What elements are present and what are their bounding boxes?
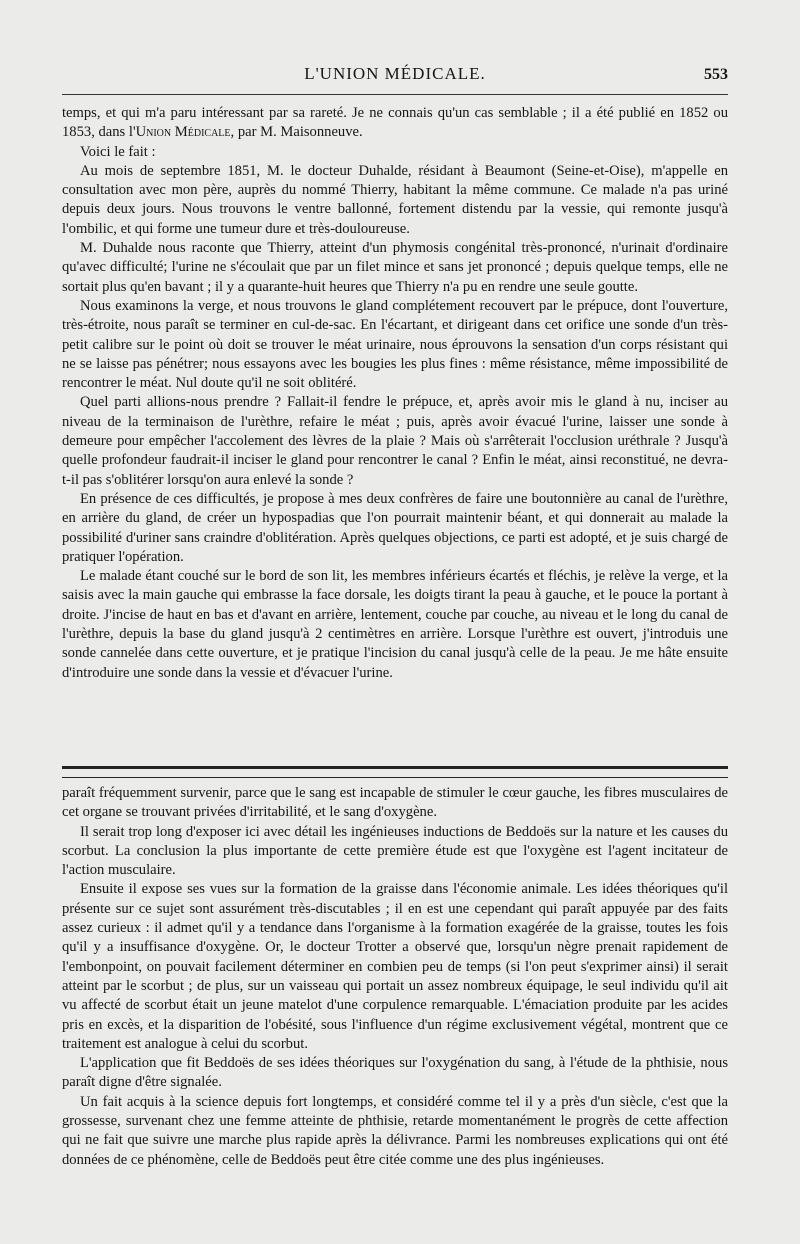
header-rule [62,94,728,95]
article-top-section [62,104,728,683]
paragraph: Ensuite il expose ses vues sur la formation de la graisse dans l'économie animale. Les idées théoriques qu'il présente sur ce sujet sont assurément très-discutables ; il en est une cependant qui paraît appuyée par des faits assez curieux : il admet qu'il y a tendance dans l'organisme à la formation exagérée de la graisse, toutes les fois qu'il y a insuffisance d'oxygène. Or, le docteur Trotter a observé que, lorsqu'un nègre prenait rapidement de l'embonpoint, on pouvait facilement déterminer en combien peu de temps (si l'on peut s'exprimer ainsi) il serait atteint par le scorbut ; de plus, sur un vaisseau qui portait un assez nombreux équipage, le seul individu qu'il ait vu affecté de scorbut était un jeune matelot d'une corpulence remarquable. L'émaciation produite par les acides pris en excès, et la disparition de l'obésité, sous l'influence d'un régime exclusivement végétal, montrent que ce traitement est analogue à celui du scorbut. [62,881,728,1052]
article-bottom-section [62,784,728,1170]
page-number: 553 [704,66,728,83]
paragraph: L'application que fit Beddoës de ses idées théoriques sur l'oxygénation du sang, à l'étude de la phthisie, nous paraît digne d'être signalée. [62,1055,728,1091]
paragraph: Quel parti allions-nous prendre ? Fallait-il fendre le prépuce, et, après avoir mis le gland à nu, inciser au niveau de la terminaison de l'urèthre, refaire le méat ; puis, après avoir évacué l'urine, laisser une sonde à demeure pour empêcher l'accolement des lèvres de la plaie ? Mais où s'arrêterait l'occlusion uréthrale ? Jusqu'à quelle profondeur faudrait-il inciser le gland pour rencontrer le canal ? Enfin le méat, ainsi reconstitué, ne devra-t-il pas s'oblitérer lorsqu'on aura enlevé la sonde ? [62,394,728,488]
paragraph: En présence de ces difficultés, je propose à mes deux confrères de faire une boutonnière au canal de l'urèthre, en arrière du gland, de créer un hypospadias que l'on pourrait maintenir béant, et qui donnerait au malade la possibilité d'uriner sans craindre d'oblitération. Après quelques objections, ce parti est adopté, et je suis chargé de pratiquer l'opération. [62,490,728,565]
paragraph: M. Duhalde nous raconte que Thierry, atteint d'un phymosis congénital très-prononcé, n'urinait d'ordinaire qu'avec difficulté; l'urine ne s'écoulait que par un filet mince et sans jet prononcé ; depuis quelque temps, elle ne sortait plus qu'en bavant ; il y a quarante-huit heures que Thierry n'a pu en rendre une seule goutte. [62,240,728,295]
running-title: L'UNION MÉDICALE. [304,64,486,83]
paragraph: Au mois de septembre 1851, M. le docteur Duhalde, résidant à Beaumont (Seine-et-Oise), m'appelle en consultation avec mon père, auprès du nommé Thierry, habitant la même commune. Ce malade n'a pas uriné depuis deux jours. Nous trouvons le ventre ballonné, fortement distendu par la vessie, qui remonte jusqu'à l'ombilic, et qui forme une tumeur dure et très-douloureuse. [62,162,728,237]
journal-name: Union Médicale [135,124,231,141]
paragraph: Le malade étant couché sur le bord de son lit, les membres inférieurs écartés et fléchis, je relève la verge, et la saisis avec la main gauche qui embrasse la face dorsale, les doigts tirant la peau à gauche, et le pouce la portant à droite. J'incise de haut en bas et d'avant en arrière, lentement, couche par couche, au niveau et le long du canal de l'urèthre, depuis la base du gland jusqu'à 2 centimètres en arrière. Lorsque l'urèthre est ouvert, j'introduis une sonde cannelée dans cette ouverture, et je pratique l'incision du canal jusqu'à celle de la peau. Je me hâte ensuite d'introduire une sonde dans la vessie et d'évacuer l'urine. [62,568,728,681]
paragraph: Un fait acquis à la science depuis fort longtemps, et considéré comme tel il y a près d'un siècle, c'est que la grossesse, survenant chez une femme atteinte de phthisie, retarde momentanément le progrès de cette affection qui ne fait que suivre une marche plus rapide après la délivrance. Parmi les nombreuses explications qui ont été données de ce phénomène, celle de Beddoës peut être citée comme une des plus ingénieuses. [62,1093,728,1168]
paragraph: Voici le fait : [80,143,156,160]
section-divider [62,766,728,778]
paragraph: Nous examinons la verge, et nous trouvons le gland complétement recouvert par le prépuce, dont l'ouverture, très-étroite, nous paraît se terminer en cul-de-sac. En l'écartant, et dirigeant dans cet orifice une sonde d'un très-petit calibre sur le point où doit se trouver le méat urinaire, nous éprouvons la sensation d'un corps résistant qui ne se laisse pas pénétrer; nous essayons avec les bougies les plus fines : même résistance, même impossibilité de rencontrer le méat. Nul doute qu'il ne soit oblitéré. [62,297,728,392]
page-header [62,62,728,88]
paragraph: Il serait trop long d'exposer ici avec détail les ingénieuses inductions de Beddoës sur la nature et les causes du scorbut. La conclusion la plus importante de cette première étude est que l'oxygène est l'agent incitateur de l'action musculaire. [62,823,728,879]
paragraph: temps, et qui m'a paru intéressant par sa rareté. Je ne connais qu'un cas semblable ; il a été publié en 1852 ou 1853, dans l'Union Médicale, par M. Maisonneuve. [62,105,728,141]
paragraph: paraît fréquemment survenir, parce que le sang est incapable de stimuler le cœur gauche, les fibres musculaires de cet organe se trouvant privées d'irritabilité, et le sang d'oxygène. [62,785,728,821]
